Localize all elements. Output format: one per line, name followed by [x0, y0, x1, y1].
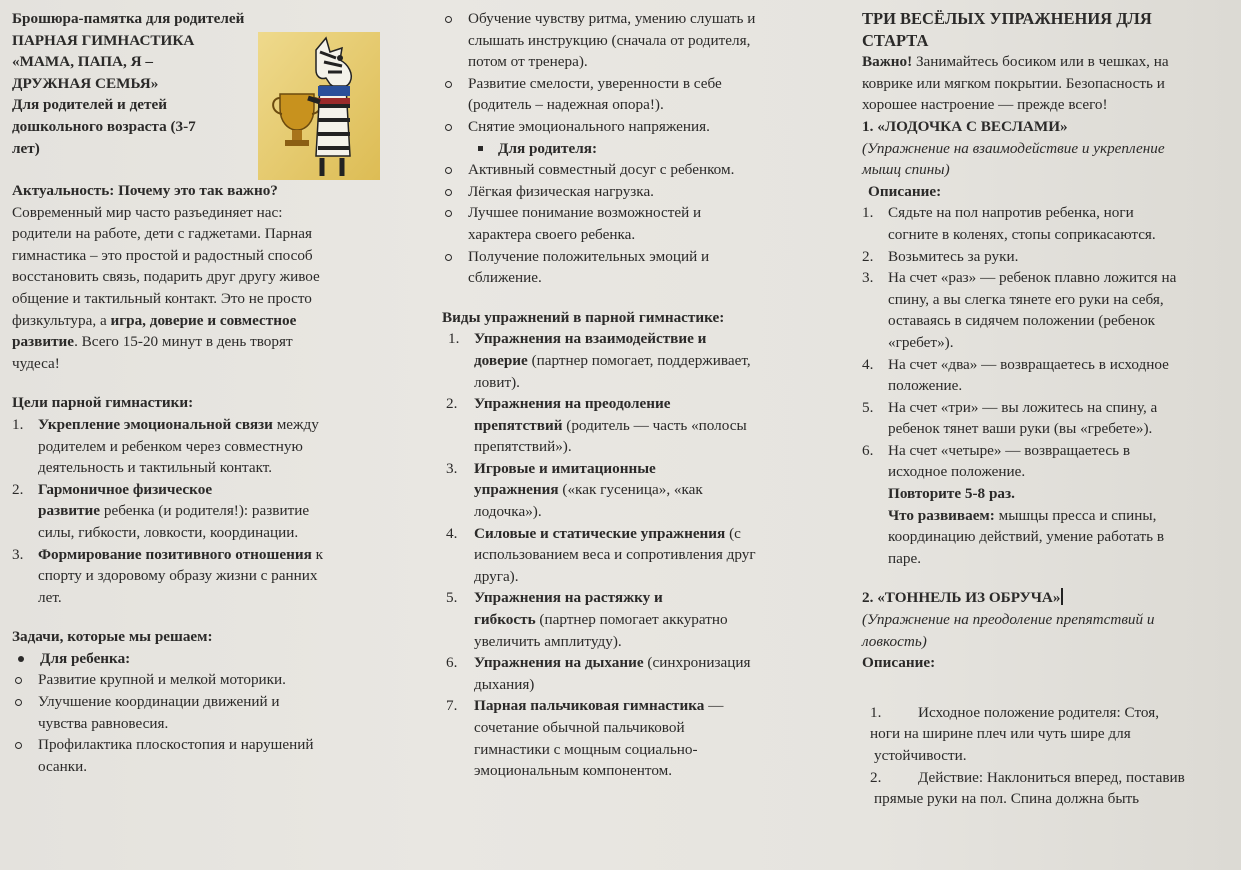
list-item: 3. На счет «раз» — ребенок плавно ложится на спину, а вы слегка тянете его руки на себя, оставаясь в сидячем положении (ребенок «гребет»).: [862, 269, 1177, 351]
exercises-title: ТРИ ВЕСЁЛЫХ УПРАЖНЕНИЯ ДЛЯ СТАРТА: [862, 9, 1152, 50]
list-item: Лучшее понимание возможностей и характера своего ребенка.: [442, 202, 822, 245]
exercise-1-title: 1. «ЛОДОЧКА С ВЕСЛАМИ»: [862, 117, 1068, 135]
text-cursor-icon: [1061, 588, 1063, 605]
list-item: 6. Упражнения на дыхание (синхронизация дыхания): [446, 654, 751, 693]
column-middle: [442, 8, 822, 782]
column-left: [12, 8, 394, 777]
list-item: 7. Парная пальчиковая гимнастика — сочетание обычной пальчиковой гимнастики с мощным социально- эмоциональным компонентом.: [446, 697, 724, 780]
exercise-1: 1. «ЛОДОЧКА С ВЕСЛАМИ» (Упражнение на взаимодействие и укрепление мышц спины) Описание: 1. Сядьте на пол напротив ребенка, ноги согните в коленях, стопы соприкасаются. 2. Возьмитесь за руки. 3. На счет «раз» — ребенок плавно ложится на спину, а вы слегка тянете его руки на себя, оставаясь в сидячем положении (ребенок «гребет»). 4. На счет «два» — возвращаетесь в исходное положение. 5. На счет «три» — вы ложитесь на спину, а ребенок тянет ваши руки (вы «гребете»). 6. На счет «четыре» — возвращаетесь в исходное положение. Повторите 5-8 раз. Что развиваем: мышцы пресса и спины, координацию действий, умение работать в паре.: [862, 116, 1234, 569]
exercise-2-title: 2. «ТОННЕЛЬ ИЗ ОБРУЧА»: [862, 587, 1234, 609]
list-item: 3. Игровые и имитационные упражнения («как гусеница», «как лодочка»).: [446, 459, 703, 521]
zebra-trophy-illustration: [258, 32, 380, 180]
list-item: 3. Формирование позитивного отношения к спорту и здоровому образу жизни с ранних лет.: [12, 545, 323, 606]
list-item: Развитие крупной и мелкой моторики.: [12, 669, 394, 691]
list-item: 1. Исходное положение родителя: Стоя, ноги на ширине плеч или чуть шире для устойчивости.: [870, 703, 1160, 764]
list-item: 5. Упражнения на растяжку и гибкость (партнер помогает аккуратно увеличить амплитуду).: [446, 589, 728, 650]
list-item: Получение положительных эмоций и сближение.: [442, 246, 822, 289]
relevance-section: Актуальность: Почему это так важно? Современный мир часто разъединяет нас: родители на работе, дети с гаджетами. Парная гимнастика – это простой и радостный способ восстановить связь, подарить друг другу живое общение и тактильный контакт. Это не просто физкультура, а игра, доверие и совместное развитие. Всего 15-20 минут в день творят чудеса!: [12, 180, 394, 374]
list-item: Снятие эмоционального напряжения.: [442, 116, 822, 138]
zebra-trophy-icon: [258, 32, 380, 180]
list-item: Лёгкая физическая нагрузка.: [442, 181, 822, 203]
exercise-types-heading: Виды упражнений в парной гимнастике:: [442, 308, 725, 326]
repeat-note: Повторите 5-8 раз.: [888, 485, 1015, 503]
list-item: 1. Упражнения на взаимодействие и доверие (партнер помогает, поддерживает, ловит).: [448, 330, 751, 391]
important-note: Важно! Занимайтесь босиком или в чешках, на коврике или мягком покрытии. Безопасность и хорошее настроение — прежде всего!: [862, 53, 1169, 114]
list-item: Активный совместный досуг с ребенком.: [442, 159, 822, 181]
brochure-title: Брошюра-памятка для родителей ПАРНАЯ ГИМНАСТИКА «МАМА, ПАПА, Я – ДРУЖНАЯ СЕМЬЯ» Для родителей и детей дошкольного возраста (3-7 лет): [12, 10, 245, 157]
list-item: Профилактика плоскостопия и нарушений осанки.: [12, 734, 394, 777]
relevance-heading: Актуальность: Почему это так важно?: [12, 182, 278, 199]
goals-section: [12, 392, 394, 608]
goals-heading: Цели парной гимнастики:: [12, 394, 194, 412]
list-item: 1. Укрепление эмоциональной связи между родителем и ребенком через совместную деятельность и тактильный контакт.: [12, 415, 319, 477]
list-item: 2. Упражнения на преодоление препятствий (родитель — часть «полосы препятствий»).: [446, 395, 747, 456]
tasks-heading: Задачи, которые мы решаем:: [12, 628, 213, 646]
list-item: 2. Гармоничное физическое развитие ребенка (и родителя!): развитие силы, гибкости, ловкости, координации.: [12, 480, 310, 541]
list-item: 4. На счет «два» — возвращаетесь в исходное положение.: [862, 355, 1169, 395]
list-item: Улучшение координации движений и чувства равновесия.: [12, 691, 394, 734]
parent-label: Для родителя:: [442, 138, 822, 160]
list-item: 2. Возьмитесь за руки.: [862, 247, 1019, 265]
list-item: 6. На счет «четыре» — возвращаетесь в исходное положение.: [862, 441, 1131, 481]
child-label: Для ребенка:: [12, 648, 394, 670]
list-item: 2. Действие: Наклониться вперед, поставив прямые руки на пол. Спина должна быть: [870, 768, 1185, 808]
exercise-types-section: [442, 307, 822, 782]
list-item: 5. На счет «три» — вы ложитесь на спину, а ребенок тянет ваши руки (вы «гребете»).: [862, 398, 1158, 438]
list-item: Обучение чувству ритма, умению слушать и слышать инструкцию (сначала от родителя, потом от тренера).: [442, 8, 822, 73]
list-item: 1. Сядьте на пол напротив ребенка, ноги согните в коленях, стопы соприкасаются.: [862, 204, 1156, 243]
list-item: 4. Силовые и статические упражнения (с использованием веса и сопротивления друг друга).: [446, 524, 756, 585]
child-tasks-continued: [442, 8, 822, 289]
column-right: [862, 8, 1234, 810]
brochure-header: [12, 8, 394, 180]
list-item: Развитие смелости, уверенности в себе (родитель – надежная опора!).: [442, 73, 822, 116]
exercise-2: 2. «ТОННЕЛЬ ИЗ ОБРУЧА» (Упражнение на преодоление препятствий и ловкость) Описание: 1. Исходное положение родителя: Стоя, ноги на ширине плеч или чуть шире для устойчивости. 2. Действие: Наклониться вперед, поставив прямые руки на пол. Спина должна быть: [862, 587, 1234, 809]
tasks-section: [12, 626, 394, 777]
